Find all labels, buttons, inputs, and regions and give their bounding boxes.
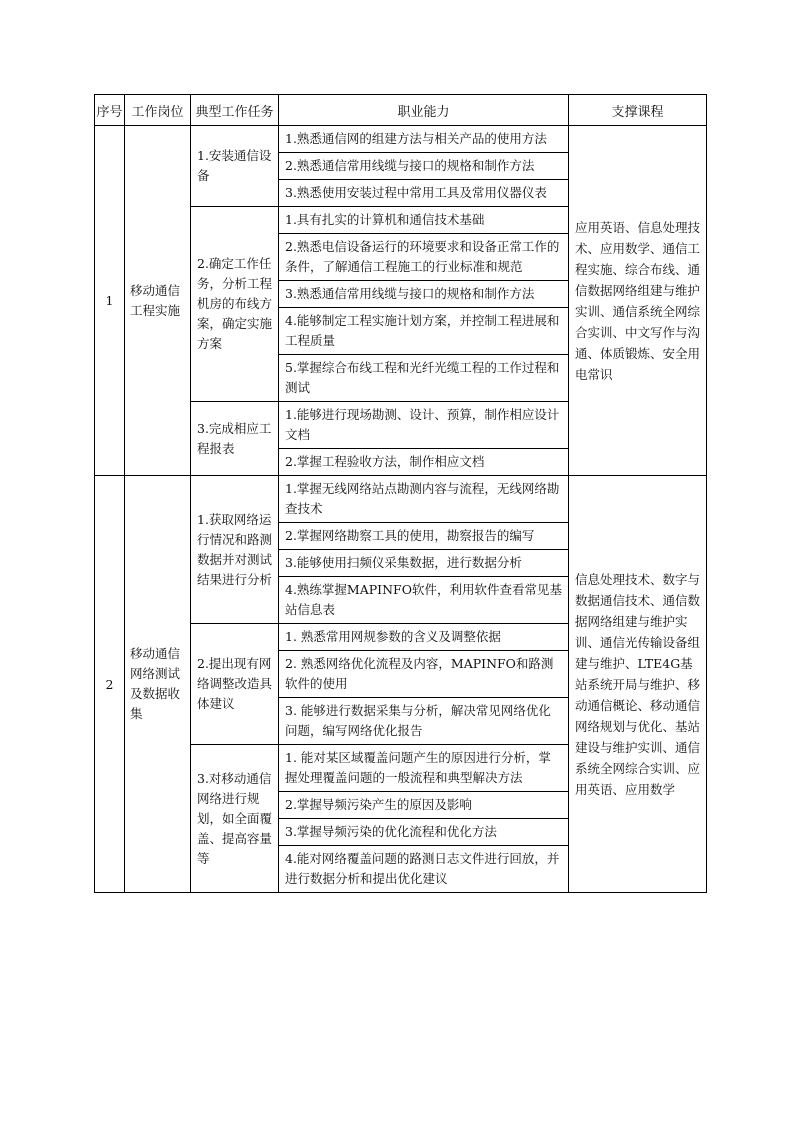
table-row bbox=[95, 476, 707, 523]
ability-cell: 1. 熟悉常用网规参数的含义及调整依据 bbox=[279, 624, 569, 651]
task-cell: 2.提出现有网络调整改造具体建议 bbox=[191, 624, 279, 745]
ability-cell: 1.掌握无线网络站点勘测内容与流程，无线网络勘查技术 bbox=[279, 476, 569, 523]
ability-cell: 2. 熟悉网络优化流程及内容，MAPINFO和路测软件的使用 bbox=[279, 651, 569, 698]
ability-cell: 4.能够制定工程实施计划方案，并控制工程进展和工程质量 bbox=[279, 308, 569, 355]
ability-cell: 2.熟悉电信设备运行的环境要求和设备正常工作的条件，了解通信工程施工的行业标准和规范 bbox=[279, 234, 569, 281]
header-seq: 序号 bbox=[95, 95, 125, 126]
course-cell: 应用英语、信息处理技术、应用数学、通信工程实施、综合布线、通信数据网络组建与维护实训、通信系统全网综合实训、中文写作与沟通、体质锻炼、安全用电常识 bbox=[569, 126, 707, 476]
header-row bbox=[95, 95, 707, 126]
ability-cell: 1.熟悉通信网的组建方法与相关产品的使用方法 bbox=[279, 126, 569, 153]
task-cell: 2.确定工作任务，分析工程机房的布线方案，确定实施方案 bbox=[191, 207, 279, 402]
ability-cell: 1. 能对某区域覆盖问题产生的原因进行分析，掌握处理覆盖问题的一般流程和典型解决方法 bbox=[279, 745, 569, 792]
ability-cell: 2.掌握导频污染产生的原因及影响 bbox=[279, 792, 569, 819]
header-post: 工作岗位 bbox=[125, 95, 191, 126]
ability-cell: 5.掌握综合布线工程和光纤光缆工程的工作过程和测试 bbox=[279, 355, 569, 402]
ability-cell: 2.掌握网络勘察工具的使用，勘察报告的编写 bbox=[279, 523, 569, 550]
ability-cell: 3.能够使用扫频仪采集数据，进行数据分析 bbox=[279, 550, 569, 577]
ability-cell: 3. 能够进行数据采集与分析，解决常见网络优化问题，编写网络优化报告 bbox=[279, 698, 569, 745]
ability-cell: 3.熟悉使用安装过程中常用工具及常用仪器仪表 bbox=[279, 180, 569, 207]
header-task: 典型工作任务 bbox=[191, 95, 279, 126]
ability-cell: 1.能够进行现场勘测、设计、预算，制作相应设计文档 bbox=[279, 402, 569, 449]
ability-cell: 4.熟练掌握MAPINFO软件，利用软件查看常见基站信息表 bbox=[279, 577, 569, 624]
post-cell: 移动通信网络测试及数据收集 bbox=[125, 476, 191, 893]
ability-cell: 3.掌握导频污染的优化流程和优化方法 bbox=[279, 819, 569, 846]
post-cell: 移动通信工程实施 bbox=[125, 126, 191, 476]
task-cell: 3.完成相应工程报表 bbox=[191, 402, 279, 476]
ability-cell: 2.掌握工程验收方法，制作相应文档 bbox=[279, 449, 569, 476]
curriculum-table bbox=[94, 94, 707, 893]
header-ability: 职业能力 bbox=[279, 95, 569, 126]
task-cell: 1.获取网络运行情况和路测数据并对测试结果进行分析 bbox=[191, 476, 279, 624]
task-cell: 3.对移动通信网络进行规划，如全面覆盖、提高容量等 bbox=[191, 745, 279, 893]
ability-cell: 3.熟悉通信常用线缆与接口的规格和制作方法 bbox=[279, 281, 569, 308]
ability-cell: 4.能对网络覆盖问题的路测日志文件进行回放，并进行数据分析和提出优化建议 bbox=[279, 846, 569, 893]
task-cell: 1.安装通信设备 bbox=[191, 126, 279, 207]
header-course: 支撑课程 bbox=[569, 95, 707, 126]
seq-cell: 1 bbox=[95, 126, 125, 476]
ability-cell: 1.具有扎实的计算机和通信技术基础 bbox=[279, 207, 569, 234]
ability-cell: 2.熟悉通信常用线缆与接口的规格和制作方法 bbox=[279, 153, 569, 180]
table-row bbox=[95, 126, 707, 153]
course-cell: 信息处理技术、数字与数据通信技术、通信数据网络组建与维护实训、通信光传输设备组建与维护、LTE4G基站系统开局与维护、移动通信概论、移动通信网络规划与优化、基站建设与维护实训、通信系统全网综合实训、应用英语、应用数学 bbox=[569, 476, 707, 893]
seq-cell: 2 bbox=[95, 476, 125, 893]
